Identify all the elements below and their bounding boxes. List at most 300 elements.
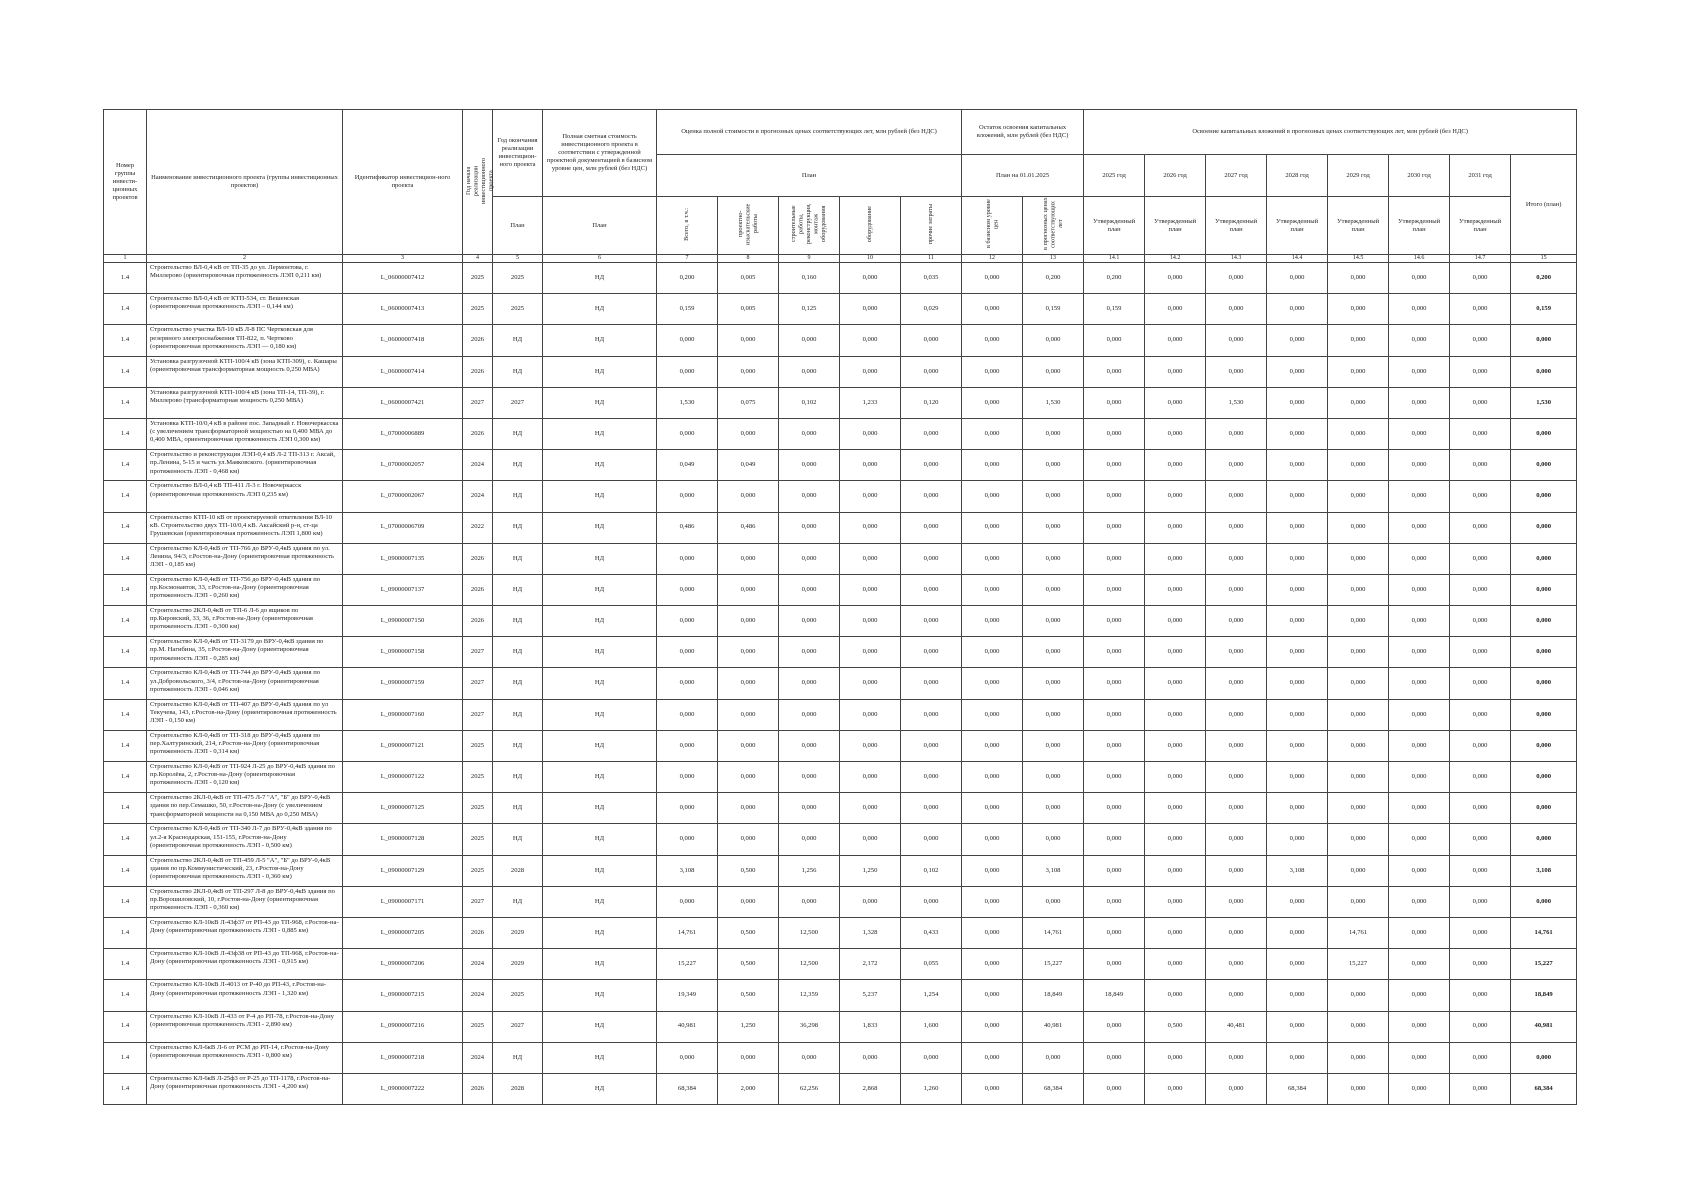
row-project-name: Строительство 2КЛ-0,4кВ от ТП-459 Л-5 "А", "Б" до ВРУ-0,4кВ здания по пр.Коммунистический, 23, г.Ростов-на-Дону (ориентировочная протяженность ЛЭП - 0,360 км)	[150, 856, 331, 880]
row-project-name-cell	[147, 387, 343, 418]
row-value: 0,000	[1389, 762, 1450, 793]
row-project-id: L_09000007135	[343, 543, 463, 574]
row-value: 0,000	[1389, 980, 1450, 1011]
row-project-id: L_09000007171	[343, 886, 463, 917]
row-value: 0,000	[1267, 574, 1328, 605]
row-value: 0,000	[1023, 699, 1084, 730]
header-year-2030: 2030 год	[1389, 155, 1450, 197]
table-row	[104, 730, 1577, 761]
row-value: 0,000	[1450, 668, 1511, 699]
row-full-cost: НД	[543, 855, 657, 886]
row-group-number: 1.4	[104, 481, 147, 512]
row-value: 0,000	[1389, 574, 1450, 605]
row-value: 0,000	[901, 606, 962, 637]
row-total: 0,000	[1511, 793, 1577, 824]
row-full-cost: НД	[543, 637, 657, 668]
row-total: 0,000	[1511, 325, 1577, 356]
column-number: 7	[657, 255, 718, 263]
row-value: 0,000	[718, 886, 779, 917]
row-value: 0,000	[840, 481, 901, 512]
row-project-id: L_09000007137	[343, 574, 463, 605]
row-project-name: Строительство КЛ-0,4кВ от ТП-318 до ВРУ-0,4кВ здания по пер.Халтуринский, 214, г.Ростов-на-Дону (ориентировочная протяженность ЛЭП - 0,314 км)	[150, 731, 321, 756]
column-number: 1	[104, 255, 147, 263]
row-value: 0,000	[657, 418, 718, 449]
row-full-cost: НД	[543, 356, 657, 387]
row-group-number: 1.4	[104, 762, 147, 793]
row-value: 0,000	[1145, 793, 1206, 824]
column-number: 6	[543, 255, 657, 263]
row-value: 0,000	[779, 481, 840, 512]
row-value: 0,000	[779, 793, 840, 824]
row-value: 0,000	[1267, 668, 1328, 699]
row-project-name-cell	[147, 263, 343, 294]
column-number: 14.4	[1267, 255, 1328, 263]
row-value: 0,000	[1450, 886, 1511, 917]
row-value: 0,000	[1206, 481, 1267, 512]
row-value: 0,000	[1389, 263, 1450, 294]
row-value: 0,000	[962, 855, 1023, 886]
row-value: 0,000	[962, 356, 1023, 387]
row-value: 0,000	[1328, 855, 1389, 886]
row-value: 0,000	[1389, 512, 1450, 543]
row-value: 0,000	[1389, 294, 1450, 325]
row-project-name: Строительство КЛ-0,4кВ от ТП-744 до ВРУ-0,4кВ здания по ул.Добровольского, 3/4, г.Ростов-на-Дону (ориентировочная протяженность ЛЭП - 0,046 км)	[150, 669, 321, 693]
row-project-name-cell	[147, 699, 343, 730]
row-value: 0,000	[901, 886, 962, 917]
row-value: 0,000	[962, 949, 1023, 980]
row-total: 0,000	[1511, 543, 1577, 574]
row-total: 1,530	[1511, 387, 1577, 418]
table-row	[104, 294, 1577, 325]
row-value: 0,000	[1145, 637, 1206, 668]
row-value: 0,055	[901, 949, 962, 980]
row-end-year: 2029	[493, 949, 543, 980]
row-value: 0,000	[779, 325, 840, 356]
row-value: 0,000	[1145, 387, 1206, 418]
row-value: 0,000	[1450, 450, 1511, 481]
row-value: 68,384	[1267, 1073, 1328, 1104]
row-project-name-cell	[147, 418, 343, 449]
row-value: 0,000	[1450, 356, 1511, 387]
row-value: 0,000	[1084, 730, 1145, 761]
row-value: 0,000	[657, 543, 718, 574]
row-value: 0,000	[840, 730, 901, 761]
column-number: 14.7	[1450, 255, 1511, 263]
row-end-year: 2027	[493, 1011, 543, 1042]
row-value: 0,000	[1084, 481, 1145, 512]
row-value: 0,000	[1328, 543, 1389, 574]
row-total: 0,000	[1511, 699, 1577, 730]
row-group-number: 1.4	[104, 294, 147, 325]
row-value: 0,000	[1267, 263, 1328, 294]
row-value: 0,200	[657, 263, 718, 294]
row-value: 0,000	[1267, 917, 1328, 948]
row-value: 0,500	[718, 917, 779, 948]
row-project-name-cell	[147, 1042, 343, 1073]
row-value: 0,000	[1084, 356, 1145, 387]
row-end-year: НД	[493, 325, 543, 356]
row-value: 0,000	[1450, 917, 1511, 948]
row-end-year: 2025	[493, 980, 543, 1011]
row-project-name: Строительство КЛ-0,4кВ от ТП-756 до ВРУ-0,4кВ здания по пр.Космонавтов, 33, г.Ростов-на-Дону (ориентировочная протяженность ЛЭП - 0,260 км)	[150, 575, 321, 600]
row-value: 0,000	[1450, 637, 1511, 668]
row-value: 1,530	[657, 387, 718, 418]
row-value: 0,000	[962, 793, 1023, 824]
row-value: 0,000	[1328, 824, 1389, 855]
row-value: 0,000	[1389, 387, 1450, 418]
row-value: 0,000	[1206, 949, 1267, 980]
header-approved-plan: Утвержденный план	[1084, 197, 1145, 255]
row-value: 40,981	[1023, 1011, 1084, 1042]
row-total: 0,000	[1511, 1042, 1577, 1073]
header-approved-plan: Утвержденный план	[1450, 197, 1511, 255]
table-row	[104, 574, 1577, 605]
row-value: 0,035	[901, 263, 962, 294]
row-value: 0,000	[901, 543, 962, 574]
row-value: 0,000	[1389, 793, 1450, 824]
table-header	[104, 110, 1577, 255]
table-body	[104, 255, 1577, 1105]
header-year-2031: 2031 год	[1450, 155, 1511, 197]
row-total: 0,000	[1511, 574, 1577, 605]
row-group-number: 1.4	[104, 1073, 147, 1104]
row-value: 0,000	[779, 512, 840, 543]
row-value: 0,000	[779, 450, 840, 481]
row-value: 68,384	[657, 1073, 718, 1104]
row-value: 0,102	[779, 387, 840, 418]
header-approved-plan: Утвержденный план	[1328, 197, 1389, 255]
row-value: 0,000	[1450, 762, 1511, 793]
row-group-number: 1.4	[104, 1011, 147, 1042]
row-value: 0,000	[779, 543, 840, 574]
row-value: 0,000	[1206, 917, 1267, 948]
row-value: 0,000	[657, 824, 718, 855]
row-start-year: 2027	[463, 637, 493, 668]
row-value: 0,000	[1145, 1073, 1206, 1104]
row-project-name: Строительство КТП-10 кВ от проектируемой ответвления ВЛ-10 кВ. Строительство двух ТП-10/0,4 кВ. Аксайский р-н, ст-ца Грушевская (ориентировочная протяженность ЛЭП 1,800 км)	[150, 513, 332, 537]
row-value: 0,000	[1389, 1042, 1450, 1073]
row-value: 0,000	[657, 699, 718, 730]
row-value: 0,000	[962, 387, 1023, 418]
row-end-year: 2028	[493, 1073, 543, 1104]
header-forecast-construction-text: строительные работы, реконструкция, монтаж оборудования	[790, 203, 828, 245]
row-value: 0,000	[1206, 418, 1267, 449]
header-forecast-equipment	[840, 197, 901, 255]
row-value: 0,000	[962, 481, 1023, 512]
row-value: 0,159	[1084, 294, 1145, 325]
row-value: 0,000	[1267, 637, 1328, 668]
row-project-name-cell	[147, 668, 343, 699]
row-value: 0,000	[718, 1042, 779, 1073]
column-number: 14.6	[1389, 255, 1450, 263]
table-row	[104, 543, 1577, 574]
row-value: 0,000	[1145, 356, 1206, 387]
row-value: 18,849	[1023, 980, 1084, 1011]
row-total: 0,000	[1511, 762, 1577, 793]
row-total: 0,000	[1511, 481, 1577, 512]
row-value: 0,000	[1145, 574, 1206, 605]
row-full-cost: НД	[543, 1011, 657, 1042]
row-group-number: 1.4	[104, 1042, 147, 1073]
row-value: 0,000	[1145, 730, 1206, 761]
row-value: 0,000	[1206, 574, 1267, 605]
row-value: 0,000	[962, 1073, 1023, 1104]
row-value: 0,000	[779, 1042, 840, 1073]
row-value: 0,000	[962, 730, 1023, 761]
row-value: 0,000	[840, 418, 901, 449]
row-full-cost: НД	[543, 512, 657, 543]
row-value: 0,000	[1084, 325, 1145, 356]
row-value: 0,000	[962, 824, 1023, 855]
row-value: 0,000	[1206, 294, 1267, 325]
row-value: 0,000	[1206, 450, 1267, 481]
row-value: 0,000	[1389, 356, 1450, 387]
header-forecast-other-text: прочие затраты	[927, 203, 935, 245]
row-value: 0,000	[1206, 1042, 1267, 1073]
row-value: 0,000	[1450, 699, 1511, 730]
row-value: 0,000	[1389, 886, 1450, 917]
row-total: 0,000	[1511, 512, 1577, 543]
row-value: 0,000	[962, 606, 1023, 637]
row-full-cost: НД	[543, 730, 657, 761]
row-value: 0,000	[657, 1042, 718, 1073]
table-row	[104, 1042, 1577, 1073]
investment-projects-table	[103, 109, 1577, 1105]
row-start-year: 2025	[463, 730, 493, 761]
row-value: 0,000	[1084, 450, 1145, 481]
row-group-number: 1.4	[104, 418, 147, 449]
row-value: 0,000	[962, 637, 1023, 668]
column-number: 10	[840, 255, 901, 263]
row-value: 0,000	[1145, 512, 1206, 543]
row-total: 0,000	[1511, 824, 1577, 855]
row-value: 0,000	[1023, 481, 1084, 512]
row-project-id: L_09000007125	[343, 793, 463, 824]
row-value: 0,000	[718, 606, 779, 637]
header-end-plan: План	[493, 197, 543, 255]
row-value: 1,600	[901, 1011, 962, 1042]
table-row	[104, 917, 1577, 948]
row-project-id: L_07000002067	[343, 481, 463, 512]
row-group-number: 1.4	[104, 263, 147, 294]
row-project-name: Строительство КЛ-0,4кВ от ТП-766 до ВРУ-0,4кВ здания по ул. Ленина, 94/3, г.Ростов-на-Дону (ориентировочная протяженность ЛЭП - 0,185 км)	[150, 544, 335, 569]
column-number: 14.3	[1206, 255, 1267, 263]
header-remaining-base	[962, 197, 1023, 255]
table-row	[104, 481, 1577, 512]
row-value: 0,000	[901, 699, 962, 730]
row-value: 0,000	[1084, 762, 1145, 793]
row-value: 0,000	[1267, 387, 1328, 418]
row-project-name: Строительство КЛ-6кВ Л-25ф3 от Р-25 до ТП-1178, г.Ростов-на-Дону (ориентировочная протяженность ЛЭП - 4,200 км)	[150, 1074, 331, 1091]
row-value: 36,298	[779, 1011, 840, 1042]
row-value: 0,000	[840, 574, 901, 605]
row-end-year: НД	[493, 606, 543, 637]
row-value: 12,500	[779, 949, 840, 980]
row-start-year: 2026	[463, 418, 493, 449]
row-value: 1,530	[1206, 387, 1267, 418]
row-value: 0,000	[1389, 699, 1450, 730]
row-full-cost: НД	[543, 294, 657, 325]
row-start-year: 2024	[463, 949, 493, 980]
row-value: 0,000	[1084, 543, 1145, 574]
row-value: 1,260	[901, 1073, 962, 1104]
row-value: 0,000	[1450, 481, 1511, 512]
row-value: 0,000	[1267, 793, 1328, 824]
row-value: 0,500	[718, 855, 779, 886]
row-value: 0,000	[1023, 512, 1084, 543]
row-total: 3,108	[1511, 855, 1577, 886]
row-value: 0,000	[1389, 418, 1450, 449]
header-remaining-date: План на 01.01.2025	[962, 155, 1084, 197]
row-value: 0,000	[840, 699, 901, 730]
row-full-cost: НД	[543, 574, 657, 605]
column-number: 8	[718, 255, 779, 263]
row-start-year: 2026	[463, 356, 493, 387]
row-end-year: 2025	[493, 294, 543, 325]
row-value: 0,000	[657, 356, 718, 387]
row-project-name: Строительство КЛ-10кВ Л-4013 от Р-40 до РП-43, г.Ростов-на-Дону (ориентировочная протяженность ЛЭП - 1,320 км)	[150, 981, 326, 997]
row-value: 0,000	[1084, 606, 1145, 637]
row-project-id: L_09000007206	[343, 949, 463, 980]
header-start-year-text: Год начала реализации инвестиционного проекта	[465, 157, 495, 204]
row-value: 0,000	[1328, 481, 1389, 512]
header-full-cost: Полная сметная стоимость инвестиционного проекта в соответствии с утвержденной проектной документацией в базисном уровне цен, млн рублей (без НДС)	[543, 110, 657, 197]
header-approved-plan: Утвержденный план	[1389, 197, 1450, 255]
row-value: 0,029	[901, 294, 962, 325]
row-value: 0,000	[1145, 450, 1206, 481]
column-number: 2	[147, 255, 343, 263]
row-value: 0,000	[1206, 263, 1267, 294]
row-value: 0,000	[1267, 606, 1328, 637]
row-value: 15,227	[1023, 949, 1084, 980]
row-project-name-cell	[147, 980, 343, 1011]
row-project-id: L_07000002057	[343, 450, 463, 481]
row-value: 0,000	[840, 606, 901, 637]
row-value: 0,000	[718, 730, 779, 761]
row-start-year: 2025	[463, 1011, 493, 1042]
row-value: 0,000	[1084, 1042, 1145, 1073]
row-group-number: 1.4	[104, 637, 147, 668]
row-value: 0,000	[718, 325, 779, 356]
row-value: 0,000	[1084, 793, 1145, 824]
row-group-number: 1.4	[104, 886, 147, 917]
row-project-name-cell	[147, 762, 343, 793]
row-value: 1,328	[840, 917, 901, 948]
row-total: 0,000	[1511, 637, 1577, 668]
header-forecast: Оценка полной стоимости в прогнозных ценах соответствующих лет, млн рублей (без НДС)	[657, 110, 962, 155]
row-value: 0,000	[901, 637, 962, 668]
row-value: 0,000	[840, 450, 901, 481]
row-value: 0,000	[901, 325, 962, 356]
row-value: 0,000	[1084, 574, 1145, 605]
header-approved-plan: Утвержденный план	[1145, 197, 1206, 255]
row-value: 0,000	[1389, 668, 1450, 699]
row-value: 0,000	[1206, 543, 1267, 574]
row-value: 0,000	[962, 418, 1023, 449]
row-value: 0,000	[1145, 824, 1206, 855]
row-value: 0,000	[1206, 668, 1267, 699]
row-project-id: L_09000007160	[343, 699, 463, 730]
row-end-year: НД	[493, 1042, 543, 1073]
row-value: 0,000	[901, 1042, 962, 1073]
row-value: 0,000	[1450, 855, 1511, 886]
header-approved-plan: Утвержденный план	[1267, 197, 1328, 255]
header-year-2025: 2025 год	[1084, 155, 1145, 197]
row-value: 0,159	[1023, 294, 1084, 325]
row-value: 0,000	[779, 574, 840, 605]
row-value: 0,000	[1023, 543, 1084, 574]
row-end-year: НД	[493, 481, 543, 512]
row-project-name-cell	[147, 730, 343, 761]
header-end-year: Год окончания реализации инвестицион-ного проекта	[493, 110, 543, 197]
header-start-year	[463, 110, 493, 255]
row-value: 0,000	[1450, 1042, 1511, 1073]
row-group-number: 1.4	[104, 450, 147, 481]
row-value: 0,000	[1328, 980, 1389, 1011]
row-value: 0,000	[962, 980, 1023, 1011]
row-value: 0,000	[840, 1042, 901, 1073]
row-value: 0,000	[1206, 730, 1267, 761]
row-value: 14,761	[1023, 917, 1084, 948]
row-value: 0,000	[962, 294, 1023, 325]
row-project-name: Строительство КЛ-0,4кВ от ТП-3179 до ВРУ-0,4кВ здания по пр.М. Нагибина, 35, г.Ростов-на-Дону (ориентировочная протяженность ЛЭП - 0,285 км)	[150, 638, 324, 662]
row-start-year: 2026	[463, 325, 493, 356]
column-number: 9	[779, 255, 840, 263]
row-full-cost: НД	[543, 793, 657, 824]
header-forecast-design	[718, 197, 779, 255]
row-total: 0,159	[1511, 294, 1577, 325]
row-value: 0,000	[1206, 855, 1267, 886]
row-value: 0,000	[1023, 730, 1084, 761]
row-value: 0,000	[718, 418, 779, 449]
row-value: 14,761	[1328, 917, 1389, 948]
row-value: 19,349	[657, 980, 718, 1011]
row-project-name-cell	[147, 481, 343, 512]
row-start-year: 2026	[463, 917, 493, 948]
row-value: 0,000	[1084, 512, 1145, 543]
row-value: 12,359	[779, 980, 840, 1011]
row-value: 0,000	[1084, 855, 1145, 886]
row-start-year: 2022	[463, 512, 493, 543]
row-value: 0,000	[1267, 1042, 1328, 1073]
row-project-name: Строительство участка ВЛ-10 кВ Л-8 ПС Чертковская для резервного электроснабжения ТП-822, п. Чертково (ориентировочная протяженность ЛЭП — 0,180 км)	[150, 326, 313, 350]
row-project-name: Строительство КЛ-6кВ Л-6 от РСМ до РП-14, г.Ростов-на-Дону (ориентировочная протяженность ЛЭП - 0,800 км)	[150, 1043, 329, 1059]
row-total: 0,000	[1511, 418, 1577, 449]
row-value: 0,000	[1206, 637, 1267, 668]
row-value: 0,000	[901, 418, 962, 449]
row-value: 0,000	[1450, 1073, 1511, 1104]
row-value: 0,000	[1267, 450, 1328, 481]
row-value: 0,486	[718, 512, 779, 543]
row-end-year: НД	[493, 762, 543, 793]
row-group-number: 1.4	[104, 543, 147, 574]
row-value: 15,227	[657, 949, 718, 980]
header-remaining-forecast	[1023, 197, 1084, 255]
row-group-number: 1.4	[104, 949, 147, 980]
row-value: 0,000	[1145, 762, 1206, 793]
row-total: 0,200	[1511, 263, 1577, 294]
row-value: 0,000	[779, 668, 840, 699]
column-number: 14.5	[1328, 255, 1389, 263]
row-project-name: Строительство КЛ-0,4кВ от ТП-924 Л-25 до ВРУ-0,4кВ здания по пр.Королёва, 2, г.Ростов-на-Дону (ориентировочная протяженность ЛЭП - 0,120 км)	[150, 763, 335, 787]
row-value: 0,000	[1023, 606, 1084, 637]
row-value: 0,000	[1023, 762, 1084, 793]
row-value: 0,159	[657, 294, 718, 325]
row-full-cost: НД	[543, 762, 657, 793]
row-value: 0,000	[1389, 730, 1450, 761]
row-value: 0,000	[1145, 543, 1206, 574]
row-value: 0,000	[779, 418, 840, 449]
